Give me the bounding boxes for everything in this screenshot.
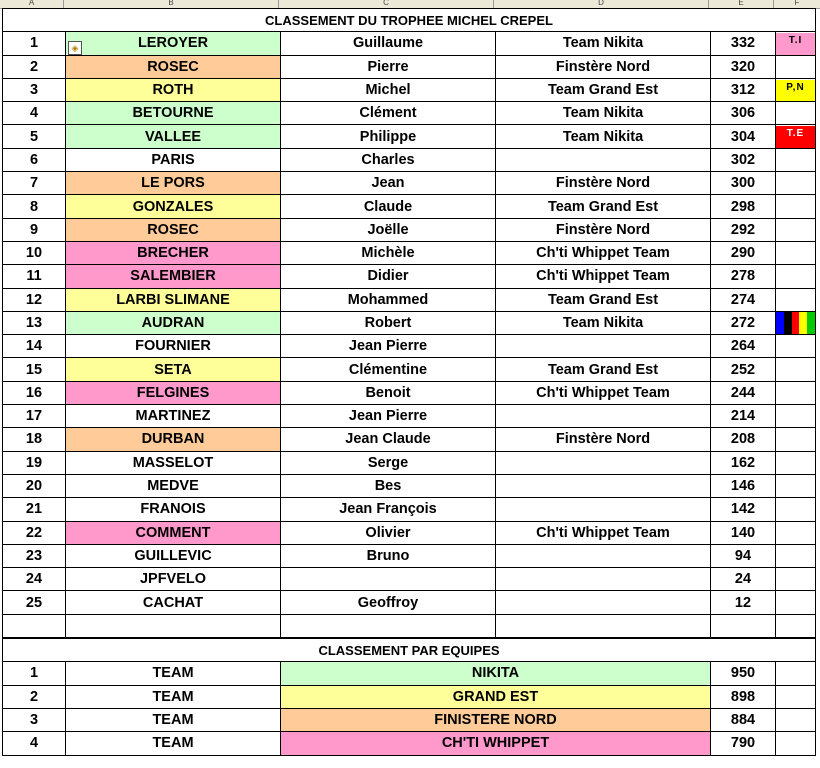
- team-name-cell[interactable]: CH'TI WHIPPET: [281, 732, 711, 755]
- rank-cell[interactable]: 17: [3, 405, 66, 428]
- points-cell[interactable]: 264: [711, 335, 776, 358]
- rank-cell[interactable]: 9: [3, 218, 66, 241]
- last-name-cell[interactable]: FOURNIER: [66, 335, 281, 358]
- first-name-cell[interactable]: Clémentine: [281, 358, 496, 381]
- points-cell[interactable]: 332: [711, 32, 776, 55]
- badge-cell[interactable]: [776, 381, 816, 404]
- team-cell[interactable]: Team Nikita: [496, 125, 711, 148]
- first-name-cell[interactable]: Robert: [281, 311, 496, 334]
- ranking-row: [3, 288, 816, 311]
- column-header-a[interactable]: A: [0, 0, 64, 8]
- first-name-cell[interactable]: Jean François: [281, 498, 496, 521]
- first-name-cell[interactable]: Serge: [281, 451, 496, 474]
- team-cell[interactable]: [496, 544, 711, 567]
- flag-stripes-icon: [776, 312, 815, 334]
- first-name-cell[interactable]: Clément: [281, 102, 496, 125]
- team-cell[interactable]: Ch'ti Whippet Team: [496, 265, 711, 288]
- badge-cell[interactable]: [776, 591, 816, 614]
- team-rank-cell[interactable]: 3: [3, 708, 66, 731]
- last-name-cell[interactable]: FRANOIS: [66, 498, 281, 521]
- first-name-cell[interactable]: Guillaume: [281, 32, 496, 55]
- first-name-cell[interactable]: Jean Claude: [281, 428, 496, 451]
- rank-cell[interactable]: 25: [3, 591, 66, 614]
- ranking-row: [3, 148, 816, 171]
- last-name-cell[interactable]: MEDVE: [66, 474, 281, 497]
- badge-cell[interactable]: [776, 148, 816, 171]
- column-header-e[interactable]: E: [709, 0, 774, 8]
- team-name-cell[interactable]: NIKITA: [281, 662, 711, 685]
- empty-cell[interactable]: [496, 614, 711, 638]
- empty-cell[interactable]: [281, 614, 496, 638]
- points-cell[interactable]: 278: [711, 265, 776, 288]
- points-cell[interactable]: 94: [711, 544, 776, 567]
- rank-cell[interactable]: 18: [3, 428, 66, 451]
- points-cell[interactable]: 252: [711, 358, 776, 381]
- rank-cell[interactable]: 15: [3, 358, 66, 381]
- badge-cell[interactable]: [776, 55, 816, 78]
- last-name-cell[interactable]: GUILLEVIC: [66, 544, 281, 567]
- rank-cell[interactable]: 1: [3, 32, 66, 55]
- team-row: [3, 662, 816, 685]
- team-cell[interactable]: [496, 451, 711, 474]
- last-name-cell[interactable]: BETOURNE: [66, 102, 281, 125]
- ranking-row: [3, 195, 816, 218]
- badge-cell[interactable]: [776, 288, 816, 311]
- team-rank-cell[interactable]: 2: [3, 685, 66, 708]
- team-name-cell[interactable]: GRAND EST: [281, 685, 711, 708]
- first-name-cell[interactable]: Jean Pierre: [281, 335, 496, 358]
- ranking-row: [3, 55, 816, 78]
- ranking-row: [3, 241, 816, 264]
- teams-title[interactable]: CLASSEMENT PAR EQUIPES: [3, 638, 816, 662]
- badge-cell[interactable]: [776, 428, 816, 451]
- first-name-cell[interactable]: Didier: [281, 265, 496, 288]
- team-cell[interactable]: [496, 474, 711, 497]
- empty-cell[interactable]: [3, 614, 66, 638]
- team-cell[interactable]: Ch'ti Whippet Team: [496, 521, 711, 544]
- team-cell[interactable]: Finstère Nord: [496, 428, 711, 451]
- ranking-row: [3, 358, 816, 381]
- flag-stripe: [784, 312, 792, 334]
- team-cell[interactable]: Team Nikita: [496, 102, 711, 125]
- last-name-cell[interactable]: ROTH: [66, 78, 281, 101]
- rank-cell[interactable]: 24: [3, 568, 66, 591]
- first-name-cell[interactable]: [281, 568, 496, 591]
- team-points-cell[interactable]: 884: [711, 708, 776, 731]
- badge-cell[interactable]: [776, 544, 816, 567]
- first-name-cell[interactable]: Jean: [281, 172, 496, 195]
- badge-cell[interactable]: [776, 125, 816, 148]
- rank-cell[interactable]: 10: [3, 241, 66, 264]
- flag-stripe: [807, 312, 815, 334]
- warning-diamond-icon[interactable]: ◈: [68, 41, 82, 55]
- last-name-cell[interactable]: LEROYER: [66, 32, 281, 55]
- points-cell[interactable]: 244: [711, 381, 776, 404]
- last-name-cell[interactable]: LARBI SLIMANE: [66, 288, 281, 311]
- team-cell[interactable]: [496, 568, 711, 591]
- points-cell[interactable]: 208: [711, 428, 776, 451]
- points-cell[interactable]: 298: [711, 195, 776, 218]
- points-cell[interactable]: 12: [711, 591, 776, 614]
- last-name-cell[interactable]: CACHAT: [66, 591, 281, 614]
- badge-cell[interactable]: [776, 498, 816, 521]
- flag-stripe: [792, 312, 800, 334]
- rank-cell[interactable]: 16: [3, 381, 66, 404]
- ranking-row: [3, 498, 816, 521]
- first-name-cell[interactable]: Olivier: [281, 521, 496, 544]
- rank-cell[interactable]: 22: [3, 521, 66, 544]
- ranking-row: [3, 311, 816, 334]
- team-label-cell[interactable]: TEAM: [66, 685, 281, 708]
- points-cell[interactable]: 302: [711, 148, 776, 171]
- empty-row: [3, 614, 816, 638]
- badge-cell[interactable]: [776, 358, 816, 381]
- badge-cell[interactable]: [776, 195, 816, 218]
- ranking-row: [3, 544, 816, 567]
- points-cell[interactable]: 300: [711, 172, 776, 195]
- first-name-cell[interactable]: Joëlle: [281, 218, 496, 241]
- team-cell[interactable]: [496, 498, 711, 521]
- ranking-row: [3, 335, 816, 358]
- team-name-cell[interactable]: FINISTERE NORD: [281, 708, 711, 731]
- column-header-b[interactable]: B: [64, 0, 279, 8]
- points-cell[interactable]: 290: [711, 241, 776, 264]
- team-points-cell[interactable]: 950: [711, 662, 776, 685]
- ranking-row: [3, 521, 816, 544]
- ranking-row: [3, 102, 816, 125]
- ranking-row: [3, 428, 816, 451]
- last-name-cell[interactable]: PARIS: [66, 148, 281, 171]
- team-cell[interactable]: [496, 405, 711, 428]
- badge-cell[interactable]: [776, 241, 816, 264]
- ranking-row: [3, 451, 816, 474]
- points-cell[interactable]: 312: [711, 78, 776, 101]
- team-row: [3, 732, 816, 755]
- rank-cell[interactable]: 14: [3, 335, 66, 358]
- first-name-cell[interactable]: Michel: [281, 78, 496, 101]
- rank-cell[interactable]: 11: [3, 265, 66, 288]
- ranking-row: [3, 568, 816, 591]
- rank-cell[interactable]: 19: [3, 451, 66, 474]
- sheet-title[interactable]: CLASSEMENT DU TROPHEE MICHEL CREPEL: [3, 9, 816, 32]
- flag-stripe: [776, 312, 784, 334]
- last-name-cell[interactable]: FELGINES: [66, 381, 281, 404]
- first-name-cell[interactable]: Jean Pierre: [281, 405, 496, 428]
- team-label-cell[interactable]: TEAM: [66, 732, 281, 755]
- last-name-cell[interactable]: MASSELOT: [66, 451, 281, 474]
- team-row: [3, 708, 816, 731]
- points-cell[interactable]: 306: [711, 102, 776, 125]
- column-header-c[interactable]: C: [279, 0, 494, 8]
- ranking-row: [3, 125, 816, 148]
- last-name-cell[interactable]: SETA: [66, 358, 281, 381]
- badge-cell[interactable]: [776, 335, 816, 358]
- points-cell[interactable]: 140: [711, 521, 776, 544]
- team-cell[interactable]: Team Nikita: [496, 311, 711, 334]
- points-cell[interactable]: 142: [711, 498, 776, 521]
- first-name-cell[interactable]: Philippe: [281, 125, 496, 148]
- empty-cell[interactable]: [66, 614, 281, 638]
- ranking-row: [3, 218, 816, 241]
- team-label-cell[interactable]: TEAM: [66, 708, 281, 731]
- last-name-cell[interactable]: ROSEC: [66, 218, 281, 241]
- first-name-cell[interactable]: Geoffroy: [281, 591, 496, 614]
- team-extra-cell[interactable]: [776, 685, 816, 708]
- team-cell[interactable]: [496, 335, 711, 358]
- team-cell[interactable]: Team Grand Est: [496, 78, 711, 101]
- last-name-cell[interactable]: VALLEE: [66, 125, 281, 148]
- column-header-d[interactable]: D: [494, 0, 709, 8]
- points-cell[interactable]: 214: [711, 405, 776, 428]
- last-name-cell[interactable]: AUDRAN: [66, 311, 281, 334]
- points-cell[interactable]: 304: [711, 125, 776, 148]
- team-cell[interactable]: Team Nikita: [496, 32, 711, 55]
- ranking-row: [3, 265, 816, 288]
- rank-cell[interactable]: 23: [3, 544, 66, 567]
- first-name-cell[interactable]: Claude: [281, 195, 496, 218]
- team-extra-cell[interactable]: [776, 732, 816, 755]
- first-name-cell[interactable]: Bes: [281, 474, 496, 497]
- team-row: [3, 685, 816, 708]
- column-header-f[interactable]: F: [774, 0, 820, 8]
- team-cell[interactable]: [496, 148, 711, 171]
- rank-cell[interactable]: 2: [3, 55, 66, 78]
- last-name-cell[interactable]: SALEMBIER: [66, 265, 281, 288]
- ranking-row: [3, 591, 816, 614]
- last-name-cell[interactable]: COMMENT: [66, 521, 281, 544]
- first-name-cell[interactable]: Charles: [281, 148, 496, 171]
- badge-cell[interactable]: [776, 568, 816, 591]
- rank-cell[interactable]: 21: [3, 498, 66, 521]
- team-cell[interactable]: Team Grand Est: [496, 288, 711, 311]
- badge-cell[interactable]: [776, 218, 816, 241]
- team-cell[interactable]: Finstère Nord: [496, 172, 711, 195]
- team-cell[interactable]: [496, 591, 711, 614]
- ranking-row: [3, 405, 816, 428]
- badge-label: T.I: [776, 33, 815, 55]
- badge-cell[interactable]: [776, 32, 816, 55]
- badge-label: T.E: [776, 126, 815, 148]
- team-cell[interactable]: Ch'ti Whippet Team: [496, 381, 711, 404]
- ranking-row: [3, 474, 816, 497]
- team-label-cell[interactable]: TEAM: [66, 662, 281, 685]
- badge-cell[interactable]: [776, 102, 816, 125]
- team-cell[interactable]: Team Grand Est: [496, 358, 711, 381]
- points-cell[interactable]: 292: [711, 218, 776, 241]
- ranking-row: [3, 32, 816, 55]
- last-name-cell[interactable]: BRECHER: [66, 241, 281, 264]
- badge-label: P,N: [776, 80, 815, 102]
- points-cell[interactable]: 274: [711, 288, 776, 311]
- team-rank-cell[interactable]: 1: [3, 662, 66, 685]
- badge-cell[interactable]: [776, 474, 816, 497]
- badge-cell[interactable]: [776, 521, 816, 544]
- team-cell[interactable]: Finstère Nord: [496, 55, 711, 78]
- team-cell[interactable]: Ch'ti Whippet Team: [496, 241, 711, 264]
- first-name-cell[interactable]: Pierre: [281, 55, 496, 78]
- empty-cell[interactable]: [711, 614, 776, 638]
- last-name-cell[interactable]: GONZALES: [66, 195, 281, 218]
- badge-cell[interactable]: [776, 78, 816, 101]
- badge-cell[interactable]: [776, 311, 816, 334]
- ranking-row: [3, 381, 816, 404]
- team-rank-cell[interactable]: 4: [3, 732, 66, 755]
- first-name-cell[interactable]: Bruno: [281, 544, 496, 567]
- last-name-cell[interactable]: MARTINEZ: [66, 405, 281, 428]
- flag-stripe: [799, 312, 807, 334]
- first-name-cell[interactable]: Mohammed: [281, 288, 496, 311]
- rank-cell[interactable]: 5: [3, 125, 66, 148]
- rank-cell[interactable]: 6: [3, 148, 66, 171]
- team-points-cell[interactable]: 898: [711, 685, 776, 708]
- empty-cell[interactable]: [776, 614, 816, 638]
- team-cell[interactable]: Team Grand Est: [496, 195, 711, 218]
- points-cell[interactable]: 162: [711, 451, 776, 474]
- rank-cell[interactable]: 3: [3, 78, 66, 101]
- last-name-cell[interactable]: DURBAN: [66, 428, 281, 451]
- team-points-cell[interactable]: 790: [711, 732, 776, 755]
- rank-cell[interactable]: 13: [3, 311, 66, 334]
- ranking-row: [3, 172, 816, 195]
- rank-cell[interactable]: 20: [3, 474, 66, 497]
- points-cell[interactable]: 272: [711, 311, 776, 334]
- ranking-row: [3, 78, 816, 101]
- badge-cell[interactable]: [776, 172, 816, 195]
- badge-cell[interactable]: [776, 405, 816, 428]
- rank-cell[interactable]: 7: [3, 172, 66, 195]
- rank-cell[interactable]: 8: [3, 195, 66, 218]
- points-cell[interactable]: 320: [711, 55, 776, 78]
- badge-cell[interactable]: [776, 451, 816, 474]
- last-name-cell[interactable]: JPFVELO: [66, 568, 281, 591]
- team-extra-cell[interactable]: [776, 662, 816, 685]
- rank-cell[interactable]: 4: [3, 102, 66, 125]
- team-cell[interactable]: Finstère Nord: [496, 218, 711, 241]
- first-name-cell[interactable]: Michèle: [281, 241, 496, 264]
- rank-cell[interactable]: 12: [3, 288, 66, 311]
- last-name-cell[interactable]: LE PORS: [66, 172, 281, 195]
- team-extra-cell[interactable]: [776, 708, 816, 731]
- points-cell[interactable]: 146: [711, 474, 776, 497]
- teams-title-row: [3, 638, 816, 662]
- points-cell[interactable]: 24: [711, 568, 776, 591]
- ranking-sheet: [2, 8, 816, 756]
- first-name-cell[interactable]: Benoit: [281, 381, 496, 404]
- last-name-cell[interactable]: ROSEC: [66, 55, 281, 78]
- badge-cell[interactable]: [776, 265, 816, 288]
